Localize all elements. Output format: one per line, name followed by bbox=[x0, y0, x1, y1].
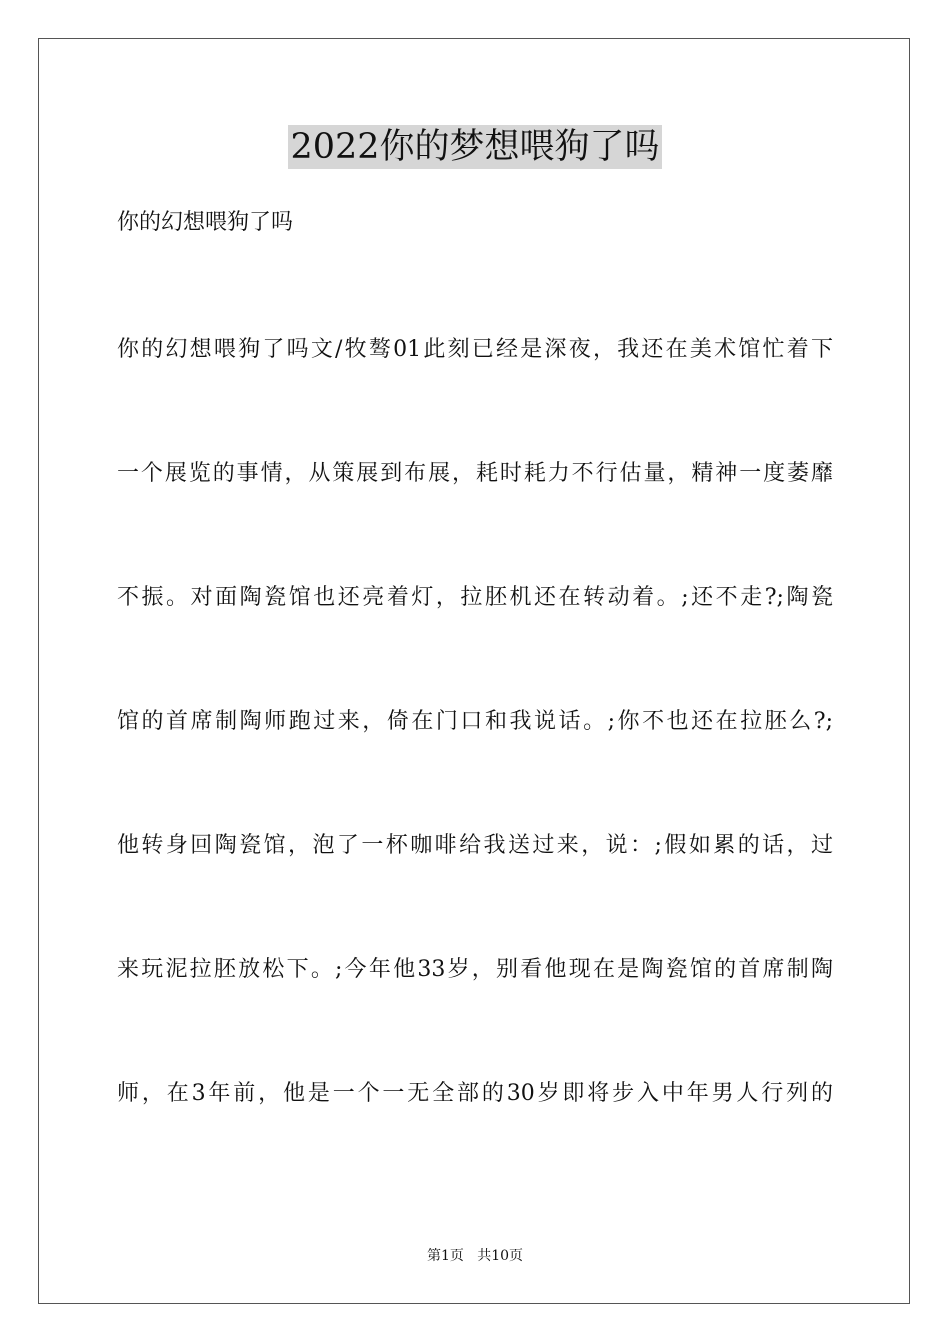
body-line-6: 来玩泥拉胚放松下。;今年他33岁，别看他现在是陶瓷馆的首席制陶 bbox=[117, 957, 833, 982]
body-line-2: 一个展览的事情，从策展到布展，耗时耗力不行估量，精神一度萎靡 bbox=[117, 461, 833, 486]
body-line-4: 馆的首席制陶师跑过来，倚在门口和我说话。;你不也还在拉胚么?; bbox=[117, 709, 833, 734]
document-title: 2022你的梦想喂狗了吗 bbox=[290, 127, 660, 167]
body-line-1: 你的幻想喂狗了吗文/牧骜01此刻已经是深夜，我还在美术馆忙着下 bbox=[117, 337, 833, 362]
body-line-3: 不振。对面陶瓷馆也还亮着灯，拉胚机还在转动着。;还不走?;陶瓷 bbox=[117, 585, 833, 610]
body-line-7: 师，在3年前，他是一个一无全部的30岁即将步入中年男人行列的 bbox=[117, 1081, 833, 1106]
body-line-5: 他转身回陶瓷馆，泡了一杯咖啡给我送过来，说：;假如累的话，过 bbox=[117, 833, 833, 858]
document-subtitle: 你的幻想喂狗了吗 bbox=[117, 210, 294, 235]
title-container bbox=[0, 125, 950, 169]
page-footer: 第1页 共10页 bbox=[426, 1248, 524, 1264]
